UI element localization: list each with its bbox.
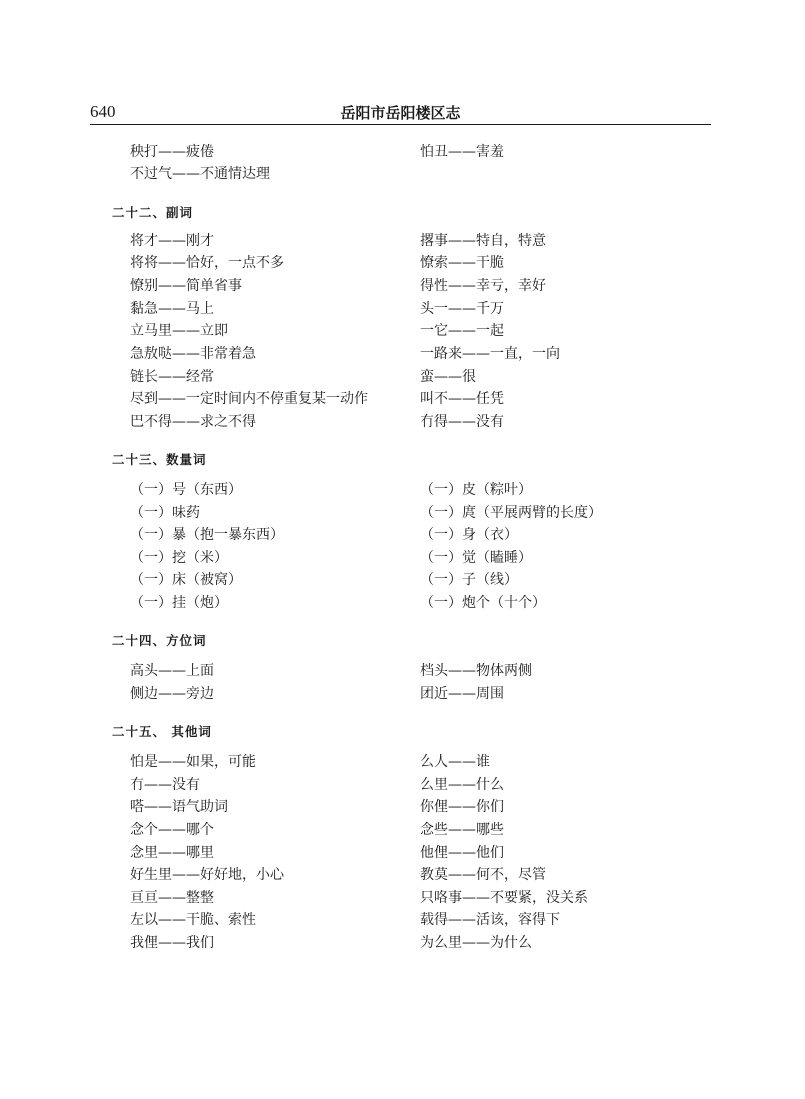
glossary-entry: 将才——刚才 bbox=[130, 233, 214, 249]
glossary-entry: （一）味药 bbox=[130, 505, 200, 521]
glossary-entry: （一）炮个（十个） bbox=[420, 595, 546, 611]
glossary-entry: 嗒——语气助词 bbox=[130, 799, 228, 815]
glossary-entry: （一）床（被窝） bbox=[130, 572, 242, 588]
glossary-entry: （一）挖（米） bbox=[130, 550, 228, 566]
glossary-entry: （一）身（衣） bbox=[420, 527, 518, 543]
glossary-entry: 得性——幸亏，幸好 bbox=[420, 278, 546, 294]
glossary-entry: 教莫——何不，尽管 bbox=[420, 867, 546, 883]
glossary-entry: 亘亘——整整 bbox=[130, 890, 214, 906]
glossary-entry: 急敖哒——非常着急 bbox=[130, 346, 256, 362]
glossary-entry: 憭索——干脆 bbox=[420, 255, 504, 271]
glossary-entry: 为么里——为什么 bbox=[420, 935, 532, 951]
glossary-entry: 黏急——马上 bbox=[130, 301, 214, 317]
glossary-entry: 念些——哪些 bbox=[420, 822, 504, 838]
glossary-entry: 不过气——不通情达理 bbox=[130, 166, 270, 182]
glossary-entry: （一）觉（瞌睡） bbox=[420, 550, 532, 566]
glossary-entry: （一）挂（炮） bbox=[130, 595, 228, 611]
glossary-entry: （一）号（东西） bbox=[130, 482, 242, 498]
glossary-entry: 念个——哪个 bbox=[130, 822, 214, 838]
page-number: 640 bbox=[90, 102, 116, 121]
glossary-entry: （一）子（线） bbox=[420, 572, 518, 588]
glossary-entry: 巴不得——求之不得 bbox=[130, 414, 256, 430]
glossary-entry: 载得——活该，容得下 bbox=[420, 912, 560, 928]
glossary-entry: （一）皮（粽叶） bbox=[420, 482, 532, 498]
glossary-entry: 一路来——一直，一向 bbox=[420, 346, 560, 362]
section-title: 二十四、方位词 bbox=[112, 633, 207, 648]
glossary-entry: 左以——干脆、索性 bbox=[130, 912, 256, 928]
glossary-entry: 一它——一起 bbox=[420, 323, 504, 339]
book-title: 岳阳市岳阳楼区志 bbox=[340, 104, 461, 122]
glossary-entry: 链长——经常 bbox=[130, 369, 214, 385]
glossary-entry: 叫不——任凭 bbox=[420, 391, 504, 407]
glossary-entry: 立马里——立即 bbox=[130, 323, 228, 339]
glossary-entry: 高头——上面 bbox=[130, 663, 214, 679]
glossary-entry: 档头——物体两侧 bbox=[420, 663, 532, 679]
glossary-entry: 尽到——一定时间内不停重复某一动作 bbox=[130, 391, 368, 407]
glossary-entry: 么里——什么 bbox=[420, 777, 504, 793]
glossary-entry: （一）暴（抱一暴东西） bbox=[130, 527, 284, 543]
glossary-entry: 么人——谁 bbox=[420, 754, 490, 770]
glossary-entry: 好生里——好好地，小心 bbox=[130, 867, 284, 883]
glossary-entry: 头一——千万 bbox=[420, 301, 504, 317]
glossary-entry: 团近——周围 bbox=[420, 686, 504, 702]
glossary-entry: 念里——哪里 bbox=[130, 845, 214, 861]
section-title: 二十三、数量词 bbox=[112, 452, 207, 467]
glossary-entry: 将将——恰好，一点不多 bbox=[130, 255, 284, 271]
glossary-entry: 怕是——如果，可能 bbox=[130, 754, 256, 770]
glossary-entry: 你俚——你们 bbox=[420, 799, 504, 815]
glossary-entry: 撂事——特自，特意 bbox=[420, 233, 546, 249]
glossary-entry: （一）庹（平展两臂的长度） bbox=[420, 505, 602, 521]
glossary-entry: 他俚——他们 bbox=[420, 845, 504, 861]
glossary-entry: 侧边——旁边 bbox=[130, 686, 214, 702]
glossary-entry: 只咯事——不要紧，没关系 bbox=[420, 890, 588, 906]
glossary-entry: 冇得——没有 bbox=[420, 414, 504, 430]
section-title: 二十五、 其他词 bbox=[112, 724, 212, 739]
glossary-entry: 憭别——简单省事 bbox=[130, 278, 242, 294]
glossary-entry: 蛮——很 bbox=[420, 369, 476, 385]
section-title: 二十二、副词 bbox=[112, 205, 194, 220]
glossary-entry: 秧打——疲倦 bbox=[130, 144, 214, 160]
glossary-entry: 我俚——我们 bbox=[130, 935, 214, 951]
glossary-entry: 怕丑——害羞 bbox=[420, 144, 504, 160]
glossary-entry: 冇——没有 bbox=[130, 777, 200, 793]
